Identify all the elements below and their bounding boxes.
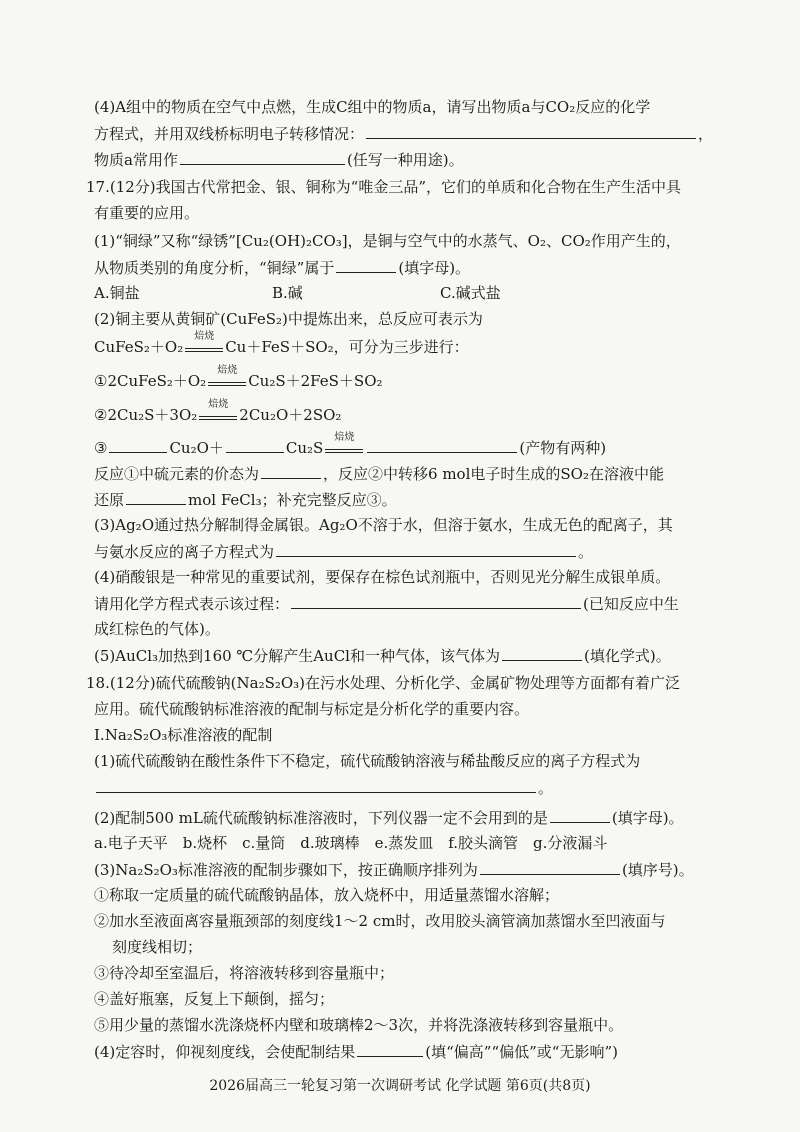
condition-arrow [199, 399, 237, 423]
text: (2)配制500 mL硫代硫酸钠标准溶液时，下列仪器一定不会用到的是 [94, 809, 548, 827]
text: ①称取一定质量的硫代硫酸钠晶体，放入烧杯中，用适量蒸馏水溶解； [94, 886, 560, 904]
q17-step2-equation [94, 399, 730, 426]
text: (填“偏高”“偏低”或“无影响”) [425, 1043, 618, 1061]
option-c: C.碱式盐 [440, 284, 501, 302]
q18-part2 [94, 806, 730, 829]
answer-blank[interactable] [180, 148, 345, 165]
q18-step5 [94, 1014, 730, 1036]
q17-total-equation [94, 331, 730, 358]
equation-right: 2Cu₂O＋2SO₂ [239, 406, 342, 424]
q18-part3 [94, 858, 730, 881]
q17-options [94, 282, 730, 304]
q16-part4-line2 [94, 122, 730, 145]
text: (2)铜主要从黄铜矿(CuFeS₂)中提炼出来，总反应可表示为 [94, 310, 483, 328]
text: 从物质类别的角度分析，“铜绿”属于 [94, 259, 335, 277]
instrument-list: a.电子天平 b.烧杯 c.量筒 d.玻璃棒 e.蒸发皿 f.胶头滴管 g.分液漏斗 [94, 834, 608, 852]
condition-label: 焙烧 [217, 365, 238, 376]
answer-blank[interactable] [367, 436, 517, 453]
answer-blank[interactable] [109, 436, 167, 453]
q18-step2-line2 [112, 936, 730, 958]
text: 与氨水反应的离子方程式为 [94, 543, 275, 561]
text: 反应①中硫元素的价态为 [94, 465, 260, 483]
option-b: B.碱 [272, 284, 303, 302]
q18-step3 [94, 962, 730, 984]
text: Cu₂S [285, 439, 324, 457]
answer-blank[interactable] [126, 488, 186, 505]
equation-right: Cu＋FeS＋SO₂，可分为三步进行： [225, 338, 469, 356]
answer-blank[interactable] [502, 644, 582, 661]
q17-part3-line2 [94, 540, 730, 563]
text: 刻度线相切； [112, 938, 203, 956]
text: 请用化学方程式表示该过程： [94, 595, 290, 613]
answer-blank[interactable] [96, 776, 536, 793]
text: (4)定容时，仰视刻度线，会使配制结果 [94, 1043, 356, 1061]
section-title: Ⅰ.Na₂S₂O₃标准溶液的配制 [94, 726, 273, 744]
answer-blank[interactable] [291, 592, 581, 609]
q18-part1-line1 [94, 750, 730, 772]
condition-arrow [208, 365, 246, 389]
q18-section1-title [94, 724, 730, 746]
answer-blank[interactable] [226, 436, 284, 453]
text: ，反应②中转移6 mol电子时生成的SO₂在溶液中能 [323, 465, 664, 483]
answer-blank[interactable] [550, 806, 610, 823]
text: (填序号)。 [621, 861, 694, 879]
text: 。 [578, 543, 594, 561]
text: (4)硝酸银是一种常见的重要试剂，要保存在棕色试剂瓶中，否则见光分解生成银单质。 [94, 568, 671, 586]
text: mol FeCl₃；补充完整反应③。 [188, 491, 397, 509]
q18-intro-line2 [94, 698, 730, 720]
condition-label: 焙烧 [208, 399, 229, 410]
q17-part4-line1 [94, 566, 730, 588]
text: ⑤用少量的蒸馏水洗涤烧杯内壁和玻璃棒2～3次，并将洗涤液转移到容量瓶中。 [94, 1016, 624, 1034]
text: ③待冷却至室温后，将溶液转移到容量瓶中； [94, 964, 395, 982]
answer-blank[interactable] [366, 122, 696, 139]
answer-blank[interactable] [261, 462, 321, 479]
text: (任写一种用途)。 [346, 151, 464, 169]
condition-label: 焙烧 [334, 432, 355, 443]
answer-blank[interactable] [357, 1040, 423, 1057]
equation-left: ①2CuFeS₂＋O₂ [94, 372, 207, 390]
text: (填字母)。 [611, 809, 684, 827]
text: 有重要的应用。 [94, 204, 200, 222]
q18-step2-line1 [94, 910, 730, 932]
equation-left: CuFeS₂＋O₂ [94, 338, 184, 356]
answer-blank[interactable] [336, 256, 396, 273]
q17-part1-line2 [94, 256, 730, 279]
q17-intro-line2 [94, 202, 730, 224]
text: 方程式，并用双线桥标明电子转移情况： [94, 125, 365, 143]
text: 物质a常用作 [94, 151, 178, 169]
q16-part4-line1 [94, 96, 730, 118]
text: (已知反应中生 [583, 595, 679, 613]
answer-blank[interactable] [480, 858, 620, 875]
q17-part4-line2 [94, 592, 730, 615]
page-footer: 2026届高三一轮复习第一次调研考试 化学试题 第6页(共8页) [209, 1078, 591, 1094]
q18-instruments [94, 832, 730, 854]
q17-part3-line1 [94, 514, 730, 536]
text: (填字母)。 [398, 259, 471, 277]
q17-part1-line1 [94, 230, 730, 252]
q18-step1 [94, 884, 730, 906]
option-a: A.铜盐 [94, 284, 140, 302]
text: (填化学式)。 [583, 647, 671, 665]
text: 还原 [94, 491, 125, 509]
text: (1)“铜绿”又称“绿锈”[Cu₂(OH)₂CO₃]，是铜与空气中的水蒸气、O₂、CO₂作用产生的， [94, 232, 681, 250]
q18-part1-line2 [94, 776, 730, 799]
q17-step3-equation [94, 432, 730, 459]
q17-part2-question1 [94, 462, 730, 485]
text: (3)Na₂S₂O₃标准溶液的配制步骤如下，按正确顺序排列为 [94, 861, 478, 879]
answer-blank[interactable] [276, 540, 576, 557]
q17-part2-line1 [94, 308, 730, 330]
text: 18.(12分)硫代硫酸钠(Na₂S₂O₃)在污水处理、分析化学、金属矿物处理等方面都有着广泛 [86, 674, 681, 692]
text: 应用。硫代硫酸钠标准溶液的配制与标定是分析化学的重要内容。 [94, 700, 530, 718]
q17-intro-line1 [86, 176, 730, 198]
equation-right: Cu₂S＋2FeS＋SO₂ [248, 372, 383, 390]
condition-arrow [325, 432, 363, 456]
text: ③ [94, 439, 108, 457]
text: (5)AuCl₃加热到160 ℃分解产生AuCl和一种气体，该气体为 [94, 647, 500, 665]
q18-part4 [94, 1040, 730, 1063]
text: (4)A组中的物质在空气中点燃，生成C组中的物质a，请写出物质a与CO₂反应的化学 [94, 98, 651, 116]
text: (产物有两种) [519, 439, 607, 457]
q17-part5 [94, 644, 730, 667]
q18-intro-line1 [86, 672, 730, 694]
text: ④盖好瓶塞，反复上下颠倒，摇匀； [94, 990, 335, 1008]
text: (3)Ag₂O通过热分解制得金属银。Ag₂O不溶于水，但溶于氨水，生成无色的配离子，其 [94, 516, 673, 534]
equation-left: ②2Cu₂S＋3O₂ [94, 406, 198, 424]
text: ②加水至液面离容量瓶颈部的刻度线1～2 cm时，改用胶头滴管滴加蒸馏水至凹液面与 [94, 912, 666, 930]
text: 成红棕色的气体)。 [94, 620, 220, 638]
condition-arrow [185, 331, 223, 355]
text: ， [698, 125, 714, 143]
q17-part2-question2 [94, 488, 730, 511]
condition-label: 焙烧 [194, 331, 215, 342]
text: 。 [538, 779, 554, 797]
text: Cu₂O＋ [169, 439, 224, 457]
q17-part4-line3 [94, 618, 730, 640]
q16-part4-line3 [94, 148, 730, 171]
text: 17.(12分)我国古代常把金、银、铜称为“唯金三品”，它们的单质和化合物在生产生活中具 [86, 178, 681, 196]
q17-step1-equation [94, 365, 730, 392]
q18-step4 [94, 988, 730, 1010]
text: (1)硫代硫酸钠在酸性条件下不稳定，硫代硫酸钠溶液与稀盐酸反应的离子方程式为 [94, 752, 641, 770]
